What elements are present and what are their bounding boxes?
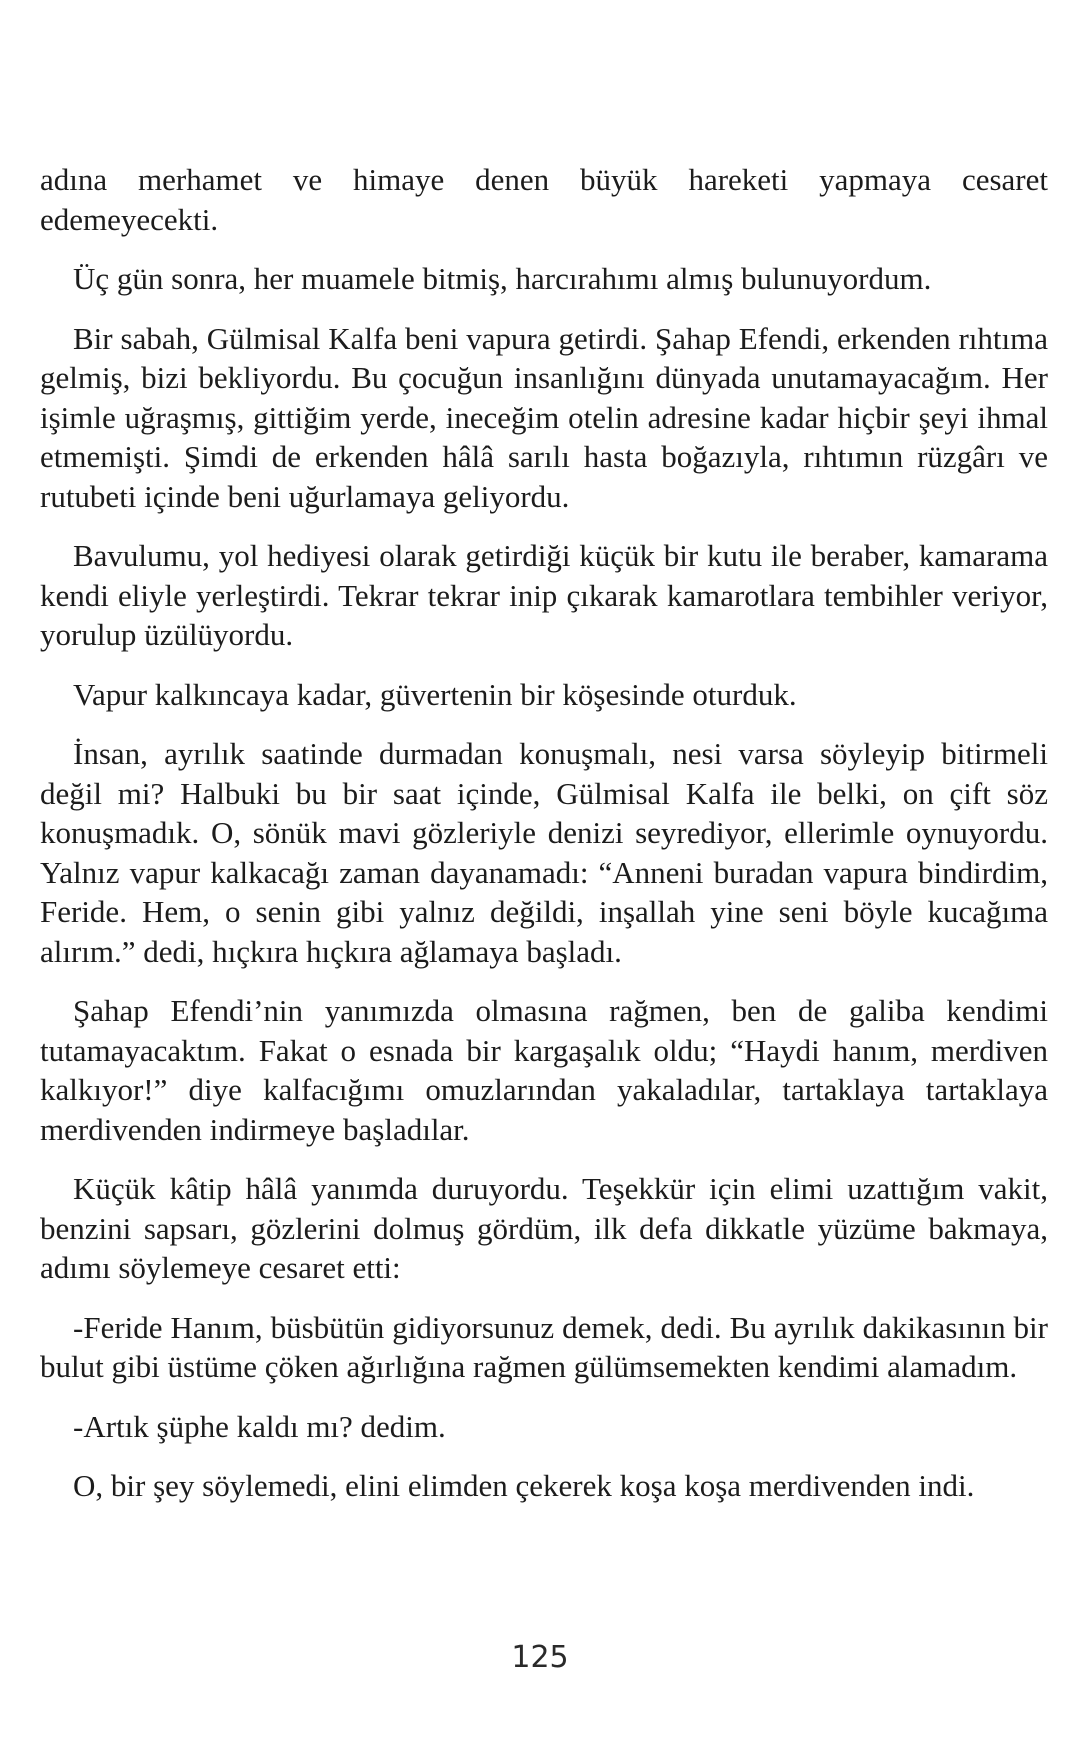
paragraph: Bir sabah, Gülmisal Kalfa beni vapura getirdi. Şahap Efendi, erkenden rıhtıma gelmiş, bizi bekliyordu. Bu çocuğun insanlığını dünyada unutamayacağım. Her işimle uğraşmış, gittiğim yerde, ineceğim otelin adresine kadar hiçbir şeyi ihmal etmemişti. Şimdi de erkenden hâlâ sarılı hasta boğazıyla, rıhtımın rüzgârı ve rutubeti içinde beni uğurlamaya geliyordu.: [40, 320, 1048, 514]
paragraph: -Feride Hanım, büsbütün gidiyorsunuz demek, dedi. Bu ayrılık dakikasının bir bulut gibi üstüme çöken ağırlığına rağmen gülümsemekten kendimi alamadım.: [40, 1309, 1048, 1384]
book-page-body: [40, 160, 1048, 1526]
paragraph-continuation: adına merhamet ve himaye denen büyük hareketi yapmaya cesaret edemeyecekti.: [40, 162, 1048, 237]
paragraph: Küçük kâtip hâlâ yanımda duruyordu. Teşekkür için elimi uzattığım vakit, benzini sapsarı, gözlerini dolmuş gördüm, ilk defa dikkatle yüzüme bakmaya, adımı söylemeye cesaret etti:: [40, 1171, 1048, 1285]
page-number: 125: [511, 1640, 569, 1675]
paragraph: O, bir şey söylemedi, elini elimden çekerek koşa koşa merdivenden indi.: [73, 1468, 975, 1503]
paragraph: -Artık şüphe kaldı mı? dedim.: [73, 1408, 446, 1444]
paragraph: Bavulumu, yol hediyesi olarak getirdiği küçük bir kutu ile beraber, kamarama kendi eliyle yerleştirdi. Tekrar tekrar inip çıkarak kamarotlara tembihler veriyor, yorulup üzülüyordu.: [40, 538, 1048, 652]
paragraph: Üç gün sonra, her muamele bitmiş, harcırahımı almış bulunuyordum.: [73, 261, 932, 296]
paragraph: Şahap Efendi’nin yanımızda olmasına rağmen, ben de galiba kendimi tutamayacaktım. Fakat o esnada bir kargaşalık oldu; “Haydi hanım, merdiven kalkıyor!” diye kalfacığımı omuzlarından yakaladılar, tartaklaya tartaklaya merdivenden indirmeye başladılar.: [40, 993, 1048, 1147]
paragraph: İnsan, ayrılık saatinde durmadan konuşmalı, nesi varsa söyleyip bitirmeli değil mi? Halbuki bu bir saat içinde, Gülmisal Kalfa ile belki, on çift söz konuşmadık. O, sönük mavi gözleriyle denizi seyrediyor, ellerimle oynuyordu. Yalnız vapur kalkacağı zaman dayanamadı: “Anneni buradan vapura bindirdim, Feride. Hem, o senin gibi yalnız değildi, inşallah yine seni böyle kucağıma alırım.” dedi, hıçkıra hıçkıra ağlamaya başladı.: [40, 736, 1048, 969]
paragraph: Vapur kalkıncaya kadar, güvertenin bir köşesinde oturduk.: [73, 676, 797, 712]
